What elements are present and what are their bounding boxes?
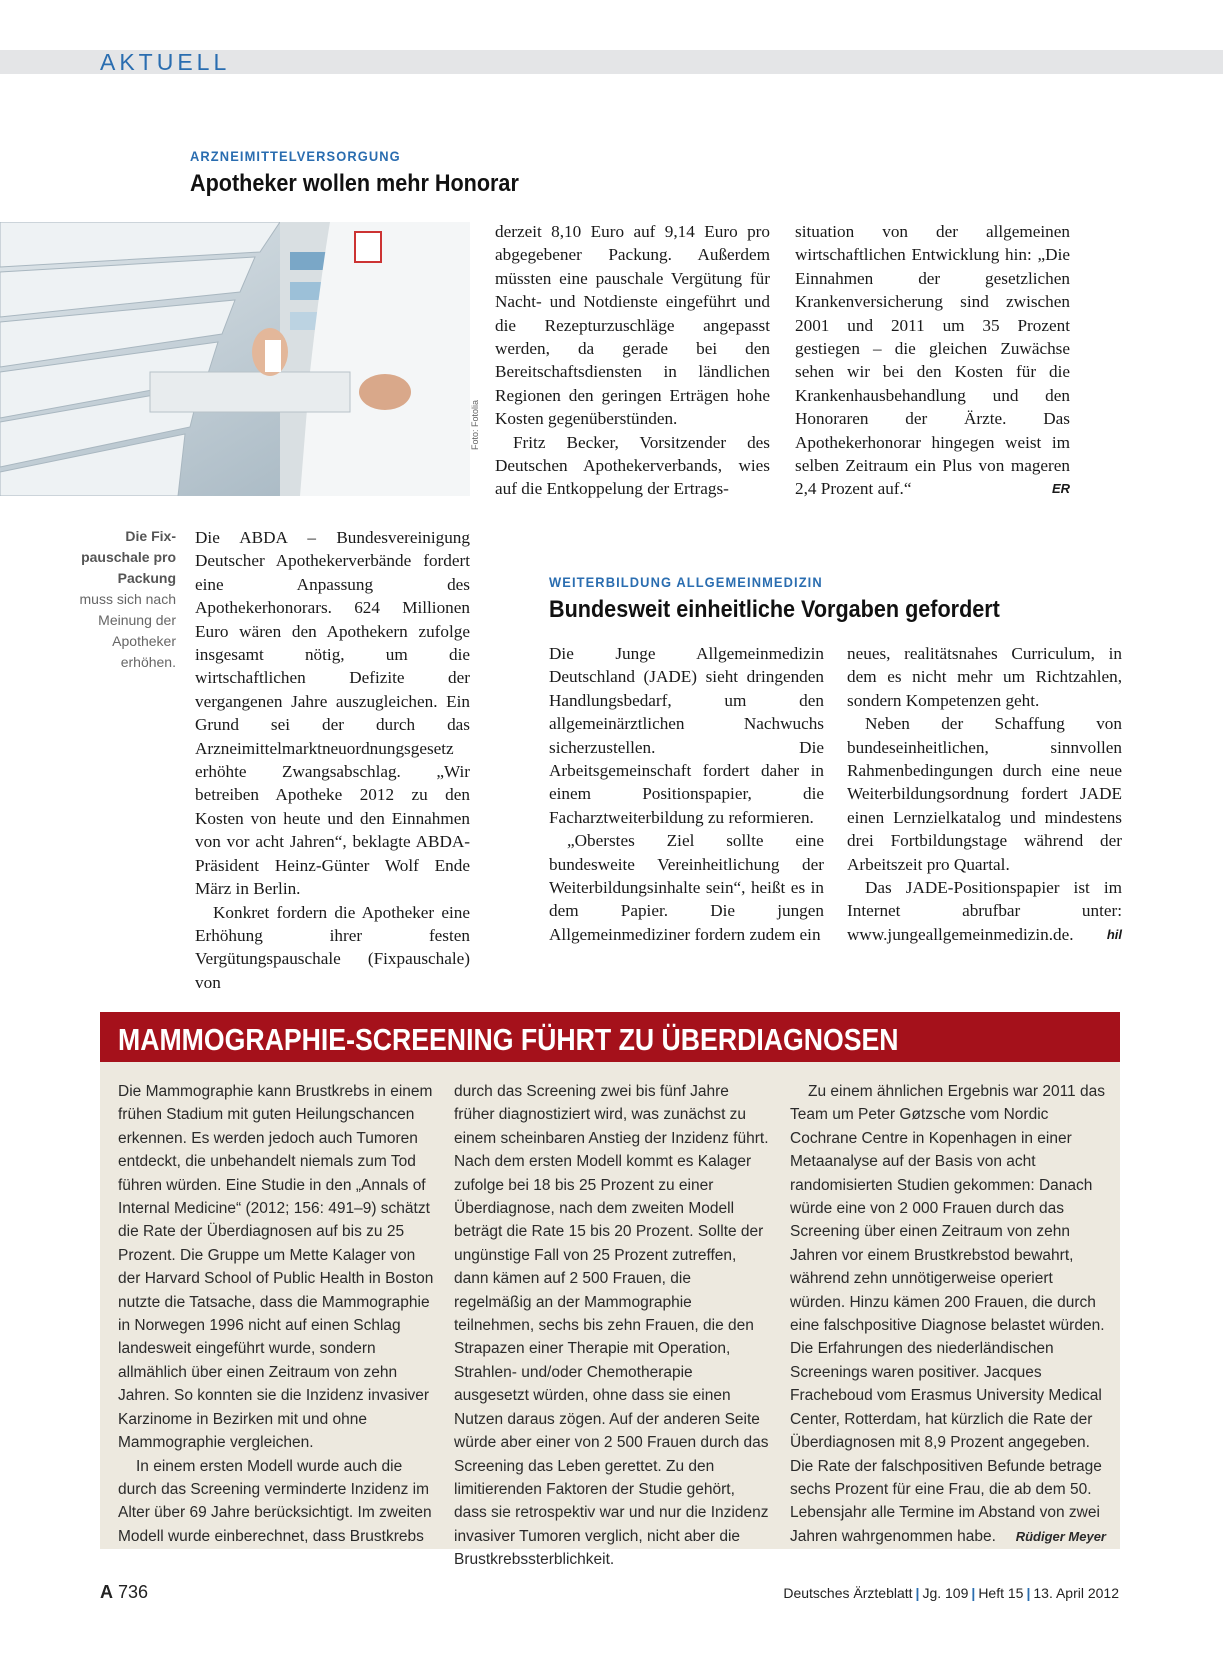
photo-caption (62, 526, 176, 673)
article1-col1-p1: Die ABDA – Bundesvereinigung Deutscher Apothekerverbände fordert eine Anpassung des Apothekerhonorars. 624 Millionen Euro wären den Apothekern zufolge insgesamt nötig, um die wirtschaftlichen Defizite der vergangenen Jahre auszugleichen. Ein Grund sei der durch das Arzneimittelmarktneuordnungsgesetz erhöhte Zwangsabschlag. „Wir betreiben Apotheke 2012 zu den Kosten von heute und den Einnahmen von vor acht Jahren“, beklagte ABDA-Präsident Heinz-Günter Wolf Ende März in Berlin. (195, 528, 470, 899)
journal-volume: Jg. 109 (922, 1585, 969, 1601)
journal-name: Deutsches Ärzteblatt (783, 1585, 913, 1601)
article2-column-1 (549, 642, 824, 946)
caption-bold: Die Fix- pauschale pro Packung (81, 528, 176, 586)
pharmacy-photo (0, 222, 470, 496)
section-label: AKTUELL (100, 49, 231, 75)
box-column-1 (118, 1080, 434, 1548)
box-signature: Rüdiger Meyer (1015, 1528, 1106, 1544)
journal-date: 13. April 2012 (1033, 1585, 1119, 1601)
box-col3-p1: Zu einem ähnlichen Ergebnis war 2011 das Team um Peter Gøtzsche vom Nordic Cochrane Centre in Kopenhagen in einer Metaanalyse auf der Basis von acht randomisierten Studien gekommen: Danach würde eine von 2 000 Frauen durch das Screening über einen Zeitraum von zehn Jahren vor einem Brustkrebstod bewahrt, während zehn unnötigerweise operiert würden. Hinzu kämen 200 Frauen, die durch eine falschpositive Diagnose belastet würden. Die Erfahrungen des niederländischen Screenings waren positiver. Jacques Fracheboud vom Erasmus University Medical Center, Rotterdam, hat kürzlich die Rate der Überdiagnosen mit 8,9 Prozent angegeben. Die Rate der falschpositiven Befunde betrage sechs Prozent für eine Frau, die ab dem 50. Lebensjahr alle Termine im Abstand von zwei Jahren wahrgenommen habe. (790, 1083, 1105, 1545)
box-col2-p1: durch das Screening zwei bis fünf Jahre früher diagnostiziert wird, was zunächst zu einem scheinbaren Anstieg der Inzidenz führt. Nach dem ersten Modell kommt es Kalager zufolge bei 18 bis 25 Prozent zu einer Überdiagnose, nach dem zweiten Modell beträgt die Rate 15 bis 20 Prozent. Sollte der ungünstige Fall von 25 Prozent zutreffen, dann kämen auf 2 500 Frauen, die regelmäßig an der Mammographie teilnehmen, sechs bis zehn Frauen, die den Strapazen einer Therapie mit Operation, Strahlen- und/oder Chemotherapie ausgesetzt würden, ohne dass sie einen Nutzen daraus zögen. Auf der anderen Seite würde aber einer von 2 500 Frauen durch das Screening das Leben gerettet. Zu den limitierenden Faktoren der Studie gehört, dass sie retrospektiv war und nur die Inzidenz invasiver Tumoren verglich, nicht aber die Brustkrebssterblichkeit. (454, 1083, 769, 1569)
article1-signature: ER (1051, 481, 1070, 497)
article2-col1-p1: Die Junge Allgemeinmedizin Deutschland (JADE) sieht dringenden Handlungsbedarf, um den allgemeinärztlichen Nachwuchs sicherzustellen. Die Arbeitsgemeinschaft fordert daher in einem Positionspapier, die Facharztweiterbildung zu reformieren. (549, 644, 824, 827)
article1-col2-p2: Fritz Becker, Vorsitzender des Deutschen Apothekerverbands, wies auf die Entkoppelung der Ertrags- (495, 432, 770, 499)
caption-text: muss sich nach Meinung der Apotheker erhöhen. (79, 591, 176, 670)
article2-col2-p2: Neben der Schaffung von bundeseinheitlichen, sinnvollen Rahmenbedingungen durch eine neue Weiterbildungsordnung fordert JADE einen Lernzielkatalog und mindestens drei Fortbildungstage während der Arbeitszeit pro Quartal. (847, 714, 1122, 874)
box-column-2 (454, 1080, 770, 1572)
box-col1-p2: In einem ersten Modell wurde auch die durch das Screening verminderte Inzidenz im Alter über 69 Jahre berücksichtigt. Im zweiten Modell wurde einberechnet, dass Brustkrebs (118, 1457, 432, 1545)
article1-col2-p1: derzeit 8,10 Euro auf 9,14 Euro pro abgegebener Packung. Außerdem müssten eine pauschale Vergütung für Nacht- und Notdienste eingeführt und die Rezepturzuschläge angepasst werden, da gerade bei den Bereitschaftsdiensten in ländlichen Regionen den geringen Erträgen hohe Kosten gegenüberstünden. (495, 222, 770, 429)
page-number-value: 736 (118, 1582, 149, 1602)
box-column-3 (790, 1080, 1106, 1548)
article1-col1-p2: Konkret fordern die Apotheker eine Erhöhung ihrer festen Vergütungspauschale (Fixpauschale) von (195, 902, 470, 992)
article2-col2-p1: neues, realitätsnahes Curriculum, in dem es nicht mehr um Richtzahlen, sondern Kompetenzen geht. (847, 644, 1122, 710)
article2-col2-p3: Das JADE-Positionspapier ist im Internet abrufbar unter: www.jungeallgemeinmedizin.de. (847, 878, 1122, 944)
article1-column-1 (195, 526, 470, 994)
photo-credit: Foto: Fotolia (470, 399, 480, 450)
article2-headline: Bundesweit einheitliche Vorgaben gefordert (549, 596, 1000, 623)
article1-column-2 (495, 220, 770, 501)
article2-col1-p2: „Oberstes Ziel sollte eine bundesweite Vereinheitlichung der Weiterbildungsinhalte sein“, heißt es in dem Papier. Die jungen Allgemeinmediziner fordern zudem ein (549, 831, 824, 944)
info-box-title: MAMMOGRAPHIE-SCREENING FÜHRT ZU ÜBERDIAGNOSEN (118, 1022, 899, 1057)
box-col1-p1: Die Mammographie kann Brustkrebs in einem frühen Stadium mit guten Heilungschancen erkennen. Es werden jedoch auch Tumoren entdeckt, die unbehandelt niemals zum Tod führen würden. Eine Studie in den „Annals of Internal Medicine“ (2012; 156: 491–9) schätzt die Rate der Überdiagnosen auf bis zu 25 Prozent. Die Gruppe um Mette Kalager von der Harvard School of Public Health in Boston nutzte die Tatsache, dass die Mammographie in Norwegen 1996 nicht auf einen Schlag landesweit eingeführt wurde, sondern allmählich über einen Zeitraum von zehn Jahren. So konnten sie die Inzidenz invasiver Karzinome in Bezirken mit und ohne Mammographie vergleichen. (118, 1083, 434, 1452)
pharmacy-photo-illustration (0, 222, 470, 496)
article1-headline: Apotheker wollen mehr Honorar (190, 170, 519, 197)
journal-footer: Deutsches Ärzteblatt | Jg. 109 | Heft 15 | 13. April 2012 (783, 1585, 1119, 1601)
article2-signature: hil (1106, 926, 1122, 942)
article1-col3-p1: situation von der allgemeinen wirtschaftlichen Entwicklung hin: „Die Einnahmen der gesetzlichen Krankenversicherung sind zwischen 2001 und 2011 um 35 Prozent gestiegen – die gleichen Zuwächse sehen wir bei den Kosten für die Krankenhausbehandlung und den Honoraren der Ärzte. Das Apothekerhonorar hingegen weist im selben Zeitraum ein Plus von mageren 2,4 Prozent auf.“ (795, 222, 1070, 499)
journal-issue: Heft 15 (978, 1585, 1024, 1601)
article1-column-3 (795, 220, 1070, 501)
article1-kicker: ARZNEIMITTELVERSORGUNG (190, 148, 401, 164)
page-number (100, 1582, 148, 1603)
page-prefix: A (100, 1582, 113, 1602)
article2-column-2 (847, 642, 1122, 946)
article2-kicker: WEITERBILDUNG ALLGEMEINMEDIZIN (549, 574, 823, 590)
